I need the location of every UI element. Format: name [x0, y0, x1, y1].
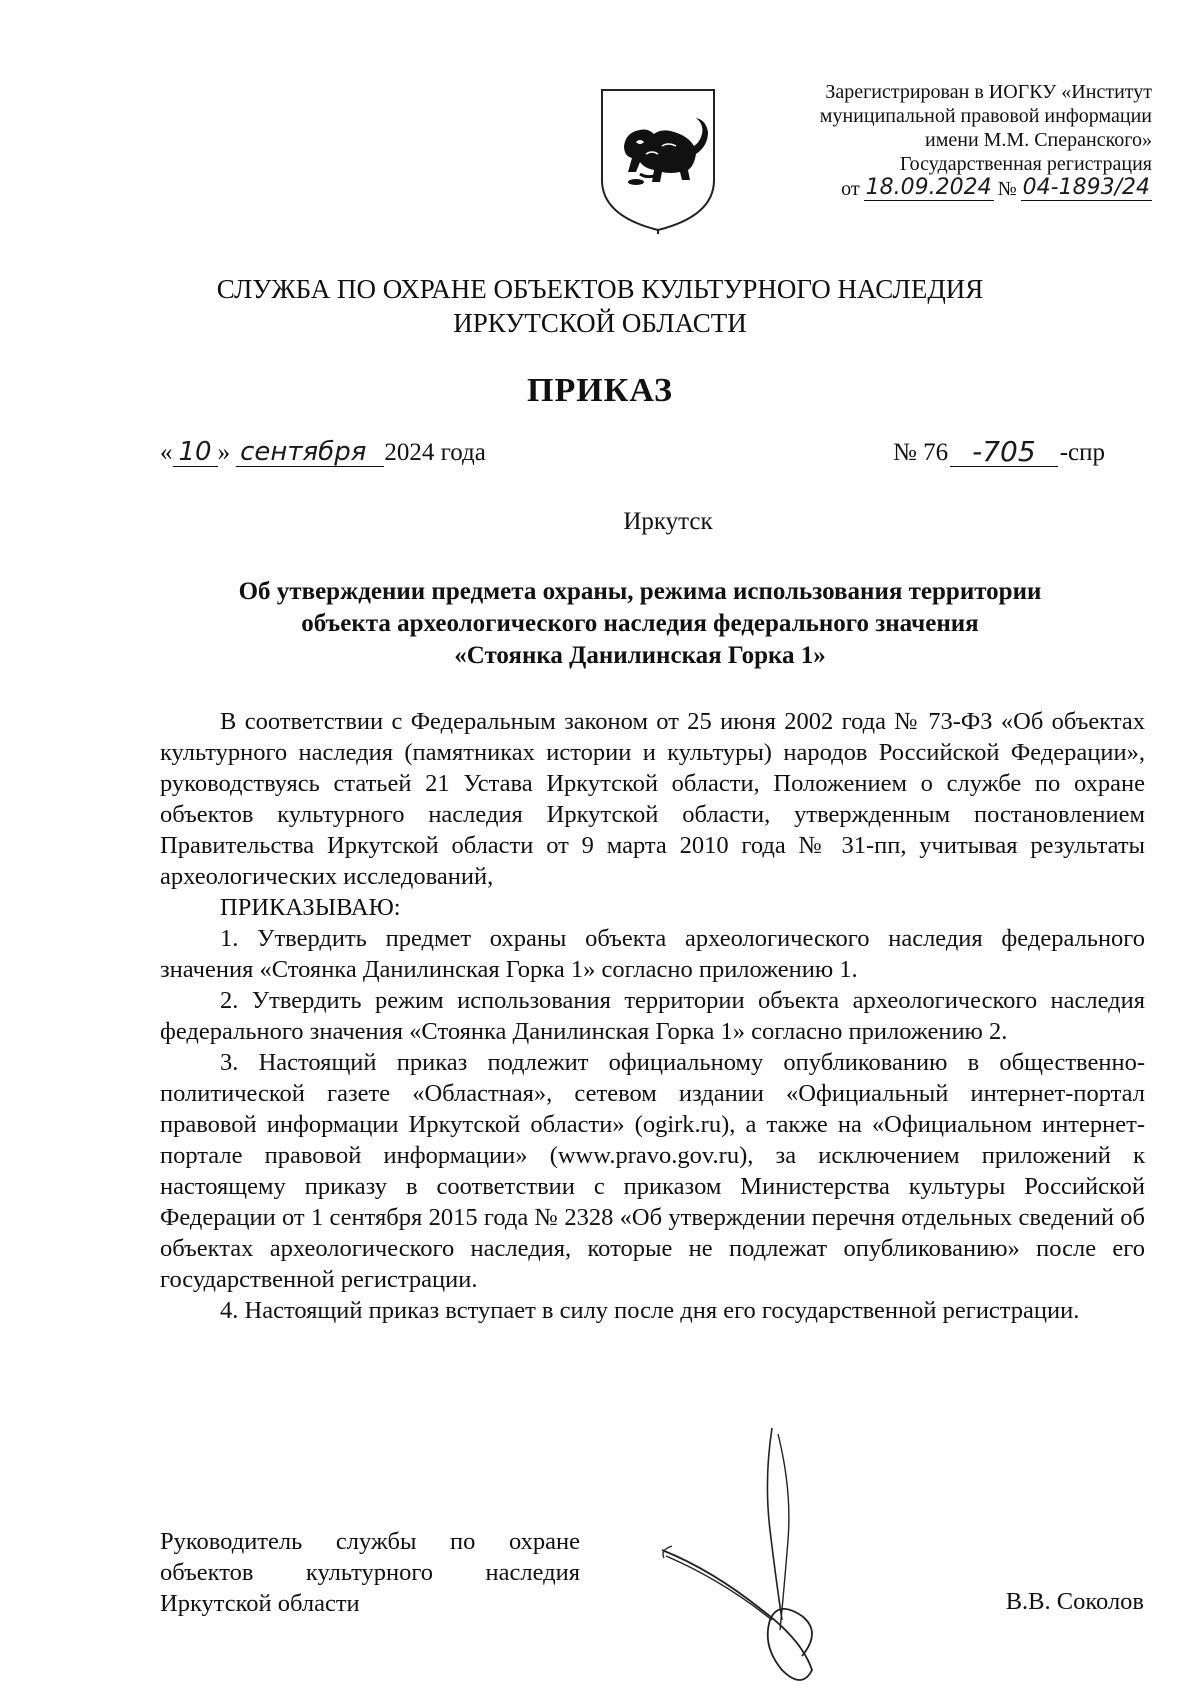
- date-open-quote: «: [160, 439, 173, 466]
- date-month-handwritten: сентября: [236, 438, 384, 467]
- order-number-handwritten: -705: [950, 438, 1058, 467]
- subject-line-1: Об утверждении предмета охраны, режима использования территории: [238, 578, 1042, 605]
- body-item-2: 2. Утвердить режим использования территории объекта археологического наследия федерального значения «Стоянка Данилинская Горка 1» согласно приложению 2.: [160, 987, 1145, 1045]
- document-type-title: ПРИКАЗ: [527, 372, 673, 409]
- registration-number-handwritten: 04-1893/24: [1022, 175, 1150, 200]
- date-day-handwritten: 10: [173, 438, 218, 467]
- registration-line-3: имени М.М. Сперанского»: [925, 129, 1152, 151]
- body-preamble: В соответствии с Федеральным законом от 25 июня 2002 года № 73-ФЗ «Об объектах культурного наследия (памятниках истории и культуры) народов Российской Федерации», руководствуясь статьей 21 Устава Иркутской области, Положением о службе по охране объектов культурного наследия Иркутской области, утвержденным постановлением Правительства Иркутской области от 9 марта 2010 года № 31-пп, учитывая результаты археологических исследований,: [160, 708, 1145, 890]
- registration-number-label: №: [997, 178, 1017, 200]
- city-name: Иркутск: [623, 508, 713, 535]
- signatory-position-line-2: объектов культурного наследия: [160, 1559, 580, 1586]
- registration-line-2: муниципальной правовой информации: [819, 105, 1152, 127]
- order-body: [160, 706, 1145, 1326]
- body-item-4: 4. Настоящий приказ вступает в силу после дня его государственной регистрации.: [220, 1297, 1080, 1324]
- handwritten-signature: [652, 1420, 872, 1690]
- registration-line-4: Государственная регистрация: [899, 153, 1152, 175]
- subject-line-2: объекта археологического наследия федерального значения: [301, 610, 979, 637]
- registration-date-number-line: [841, 176, 1152, 201]
- organization-name-line-1: СЛУЖБА ПО ОХРАНЕ ОБЪЕКТОВ КУЛЬТУРНОГО НАСЛЕДИЯ: [216, 274, 984, 304]
- signatory-name: В.В. Соколов: [1005, 1588, 1144, 1615]
- registration-date-handwritten: 18.09.2024: [865, 175, 992, 200]
- organization-name: [0, 272, 1200, 340]
- body-item-1: 1. Утвердить предмет охраны объекта археологического наследия федерального значения «Стоянка Данилинская Горка 1» согласно приложению 1.: [160, 925, 1145, 983]
- registration-stamp: [692, 80, 1152, 201]
- body-item-3: 3. Настоящий приказ подлежит официальному опубликованию в общественно-политической газете «Областная», сетевом издании «Официальный интернет-портал правовой информации Иркутской области» (ogirk.ru), а также на «Официальном интернет-портале правовой информации» (www.pravo.gov.ru), за исключением приложений к настоящему приказу в соответствии с приказом Министерства культуры Российской Федерации от 1 сентября 2015 года № 2328 «Об утверждении перечня отдельных сведений об объектах археологического наследия, которые не подлежат опубликованию» после его государственной регистрации.: [160, 1049, 1145, 1293]
- order-subject: [160, 576, 1120, 672]
- order-number: [893, 435, 1105, 468]
- date-year: 2024 года: [384, 439, 486, 466]
- order-number-suffix: -спр: [1059, 439, 1105, 466]
- date-close-quote: »: [217, 439, 231, 466]
- order-date: [160, 438, 486, 467]
- registration-from-label: от: [841, 178, 860, 200]
- subject-line-3: «Стоянка Данилинская Горка 1»: [454, 642, 826, 669]
- organization-name-line-2: ИРКУТСКОЙ ОБЛАСТИ: [453, 308, 747, 338]
- signatory-position-line-1: Руководитель службы по охране: [160, 1528, 580, 1555]
- body-order-word: ПРИКАЗЫВАЮ:: [220, 894, 401, 921]
- registration-line-1: Зарегистрирован в ИОГКУ «Институт: [825, 81, 1152, 103]
- signatory-position: [160, 1526, 580, 1619]
- order-number-prefix: № 76: [893, 439, 949, 466]
- signatory-position-line-3: Иркутской области: [160, 1590, 360, 1617]
